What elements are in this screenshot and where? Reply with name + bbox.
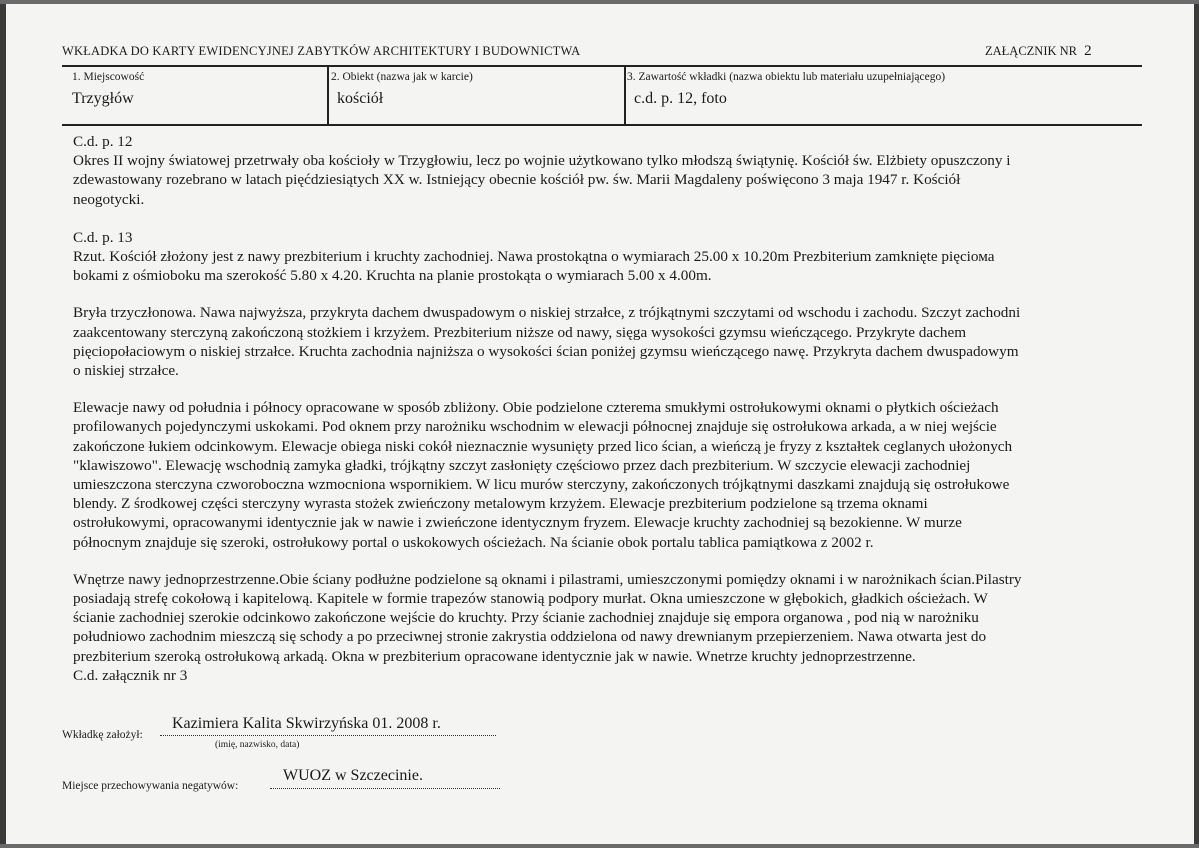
field-value-content: c.d. p. 12, foto: [634, 90, 727, 107]
storage-dotted-line: [270, 788, 500, 789]
field-label-object: 2. Obiekt (nazwa jak w karcie): [331, 71, 473, 83]
field-label-locality: 1. Miejscowość: [72, 71, 145, 83]
scan-border-top: [0, 0, 1199, 4]
header-top-rule: [62, 65, 1142, 67]
paragraph-massing: Bryła trzyczłonowa. Nawa najwyższa, przykryta dachem dwuspadowym o niskiej strzałce, z trójkątnymi szczytami od wschodu i zachodu. Szczyt zachodni zaakcentowany sterczyną zakończoną stożkiem i krzyżem. Prezbiterium niższe od nawy, sięga wysokości gzymsu wieńczącego. Przykryte dachem pięciopołaciowym o niskiej strzałce. Kruchta zachodnia najniższa o wysokości ścian poniżej gzymsu wieńczącego nawę. Przykryta dachem dwuspadowym o niskiej strzałce.: [73, 304, 1021, 380]
field-divider-2: [624, 65, 626, 125]
author-dotted-line: [160, 735, 496, 736]
field-value-object: kościół: [337, 90, 384, 107]
form-title: WKŁADKA DO KARTY EWIDENCYJNEJ ZABYTKÓW ARCHITEKTURY I BUDOWNICTWA: [62, 44, 581, 58]
field-divider-1: [327, 65, 329, 125]
author-value: Kazimiera Kalita Skwirzyńska 01. 2008 r.: [172, 715, 441, 732]
attachment-number: [985, 43, 1092, 60]
scan-border-left: [0, 0, 6, 848]
scan-border-right: [1194, 0, 1199, 848]
storage-label: Miejsce przechowywania negatywów:: [62, 780, 239, 792]
attachment-number-value: 2: [1084, 43, 1092, 59]
author-hint: (imię, nazwisko, data): [215, 740, 300, 750]
paragraph-interior: Wnętrze nawy jednoprzestrzenne.Obie ściany podłużne podzielone są oknami i pilastrami, umieszczonymi pomiędzy oknami i w narożnikach ścian.Pilastry posiadają strefę cokołową i kapitelową. Kapitele w formie trapezów stanowią podpory murłat. Okna umieszczone w głębokich, gładkich ościeżach. W ścianie zachodniej szerokie odcinkowo zakończone wejście do kruchty. Przy ścianie zachodniej znajduje się empora organowa , pod nią w narożniku południowo zachodnim mieszczą się schody a po przeciwnej stronie zakrystia oddzielona od nawy drewnianym przepierzeniem. Nawa otwarta jest do prezbiterium szeroką ostrołukową arkadą. Okna w prezbiterium opracowane identycznie jak w nawie. Wnetrze kruchty jednoprzestrzenne. C.d. załącznik nr 3: [73, 570, 1022, 684]
paragraph-plan: C.d. p. 13 Rzut. Kościół złożony jest z nawy prezbiterium i kruchty zachodniej. Nawa prostokątna o wymiarach 25.00 x 10.20m Prezbiterium zamknięte pięciома bokami z ośmioboku ma szerokość 5.80 x 4.20. Kruchta na planie prostokąta o wymiarach 5.00 x 4.00m.: [73, 228, 995, 285]
paragraph-elevations: Elewacje nawy od południa i północy opracowane w sposób zbliżony. Obie podzielone czterema smukłymi ostrołukowymi oknami o płytkich ościeżach profilowanych pojedynczymi uskokami. Pod oknem przy narożniku wschodnim w elewacji północnej znajduje się ostrołukowa arkada, a w niej wejście zakończone łukiem odcinkowym. Elewacje obiega niski cokół nieznacznie wysunięty przed lico ścian, a wieńczą je fryzy z kształtek ceglanych ułożonych "klawiszowo". Elewację wschodnią zamyka gładki, trójkątny szczyt zasłonięty częściowo przez dach prezbiterium. W szczycie elewacji zachodniej umieszczona sterczyna czworoboczna wzmocniona wspornikiem. W licu murów sterczyny, zakończonych trójkątnymi daszkami znajdują się ostrołukowe blendy. Z środkowej części sterczyny wyrasta stożek zwieńczony metalowym krzyżem. Elewacje prezbiterium podzielone są trzema oknami ostrołukowymi, opracowanymi identycznie jak w nawie i zwieńczone identycznym fryzem. Elewacje kruchty zachodniej są bezokienne. W murze północnym znajduje się szeroki, ostrołukowy portal o uskokowych ościeżach. Na ścianie obok portalu tablica pamiątkowa z 2002 r.: [73, 399, 1013, 551]
attachment-label: ZAŁĄCZNIK NR: [985, 44, 1078, 58]
field-label-content: 3. Zawartość wkładki (nazwa obiektu lub materiału uzupełniającego): [627, 71, 946, 83]
author-label: Wkładkę założył:: [62, 729, 143, 741]
header-bottom-rule: [62, 124, 1142, 126]
storage-value: WUOZ w Szczecinie.: [283, 767, 423, 784]
description-body: [73, 132, 1148, 685]
paragraph-history: C.d. p. 12 Okres II wojny światowej przetrwały oba kościoły w Trzygłowiu, lecz po wojnie użytkowano tylko młodszą świątynię. Kościół św. Elżbiety opuszczony i zdewastowany rozebrano w latach pięćdziesiątych XX w. Istniejący obecnie kościół pw. św. Marii Magdaleny poświęcono 3 maja 1947 r. Kościół neogotycki.: [73, 133, 1011, 208]
scan-border-bottom: [0, 844, 1199, 848]
field-value-locality: Trzygłów: [72, 90, 134, 107]
